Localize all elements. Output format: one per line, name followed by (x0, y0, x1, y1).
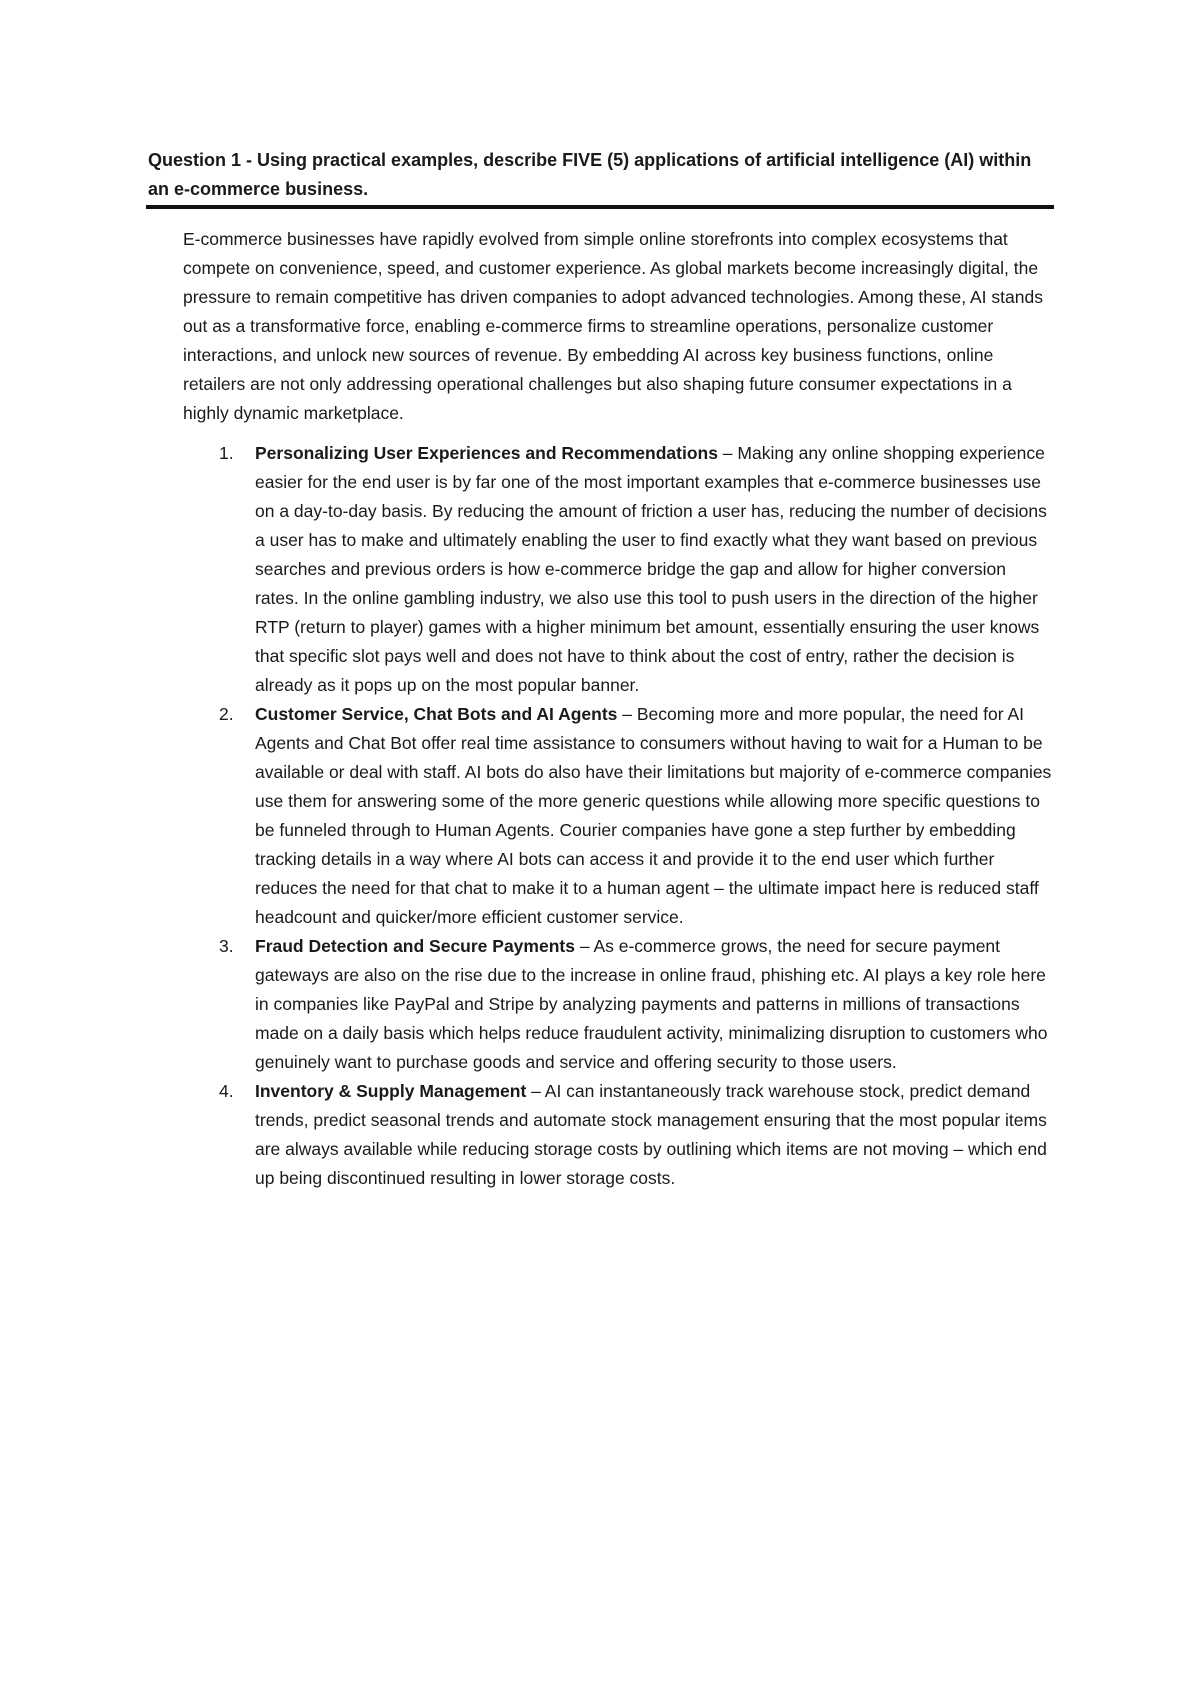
list-item-title: Personalizing User Experiences and Recommendations (255, 443, 718, 463)
list-item-title: Fraud Detection and Secure Payments (255, 936, 575, 956)
list-item-text: – Making any online shopping experience easier for the end user is by far one of the most important examples that e-commerce businesses use on a day-to-day basis. By reducing the amount of friction a user has, reducing the number of decisions a user has to make and ultimately enabling the user to find exactly what they want based on previous searches and previous orders is how e-commerce bridge the gap and allow for higher conversion rates. In the online gambling industry, we also use this tool to push users in the direction of the higher RTP (return to player) games with a higher minimum bet amount, essentially ensuring the user knows that specific slot pays well and does not have to think about the cost of entry, rather the decision is already as it pops up on the most popular banner. (255, 443, 1047, 695)
list-item-number: 3. (219, 936, 234, 956)
list-item-text: – Becoming more and more popular, the need for AI Agents and Chat Bot offer real time assistance to consumers without having to wait for a Human to be available or deal with staff. AI bots do also have their limitations but majority of e-commerce companies use them for answering some of the more generic questions while allowing more specific questions to be funneled through to Human Agents. Courier companies have gone a step further by embedding tracking details in a way where AI bots can access it and provide it to the end user which further reduces the need for that chat to make it to a human agent – the ultimate impact here is reduced staff headcount and quicker/more efficient customer service. (255, 704, 1052, 927)
applications-list (183, 439, 1053, 1193)
list-item-number: 2. (219, 704, 234, 724)
list-item (183, 439, 1053, 700)
list-item-title: Inventory & Supply Management (255, 1081, 527, 1101)
question-heading: Question 1 - Using practical examples, describe FIVE (5) applications of artificial intelligence (AI) within an e-commerce business. (148, 150, 1032, 199)
list-item-text: – AI can instantaneously track warehouse stock, predict demand trends, predict seasonal trends and automate stock management ensuring that the most popular items are always available while reducing storage costs by outlining which items are not moving – which end up being discontinued resulting in lower storage costs. (255, 1081, 1047, 1188)
list-item-title: Customer Service, Chat Bots and AI Agents (255, 704, 618, 724)
list-item (183, 932, 1053, 1077)
list-item-number: 1. (219, 443, 234, 463)
list-item-number: 4. (219, 1081, 234, 1101)
list-item (183, 1077, 1053, 1193)
heading-divider (146, 205, 1054, 209)
list-item-text: – As e-commerce grows, the need for secure payment gateways are also on the rise due to the increase in online fraud, phishing etc. AI plays a key role here in companies like PayPal and Stripe by analyzing payments and patterns in millions of transactions made on a daily basis which helps reduce fraudulent activity, minimalizing disruption to customers who genuinely want to purchase goods and service and offering security to those users. (255, 936, 1048, 1072)
list-item (183, 700, 1053, 932)
answer-body (183, 225, 1053, 1193)
intro-paragraph: E-commerce businesses have rapidly evolved from simple online storefronts into complex ecosystems that compete on convenience, speed, and customer experience. As global markets become increasingly digital, the pressure to remain competitive has driven companies to adopt advanced technologies. Among these, AI stands out as a transformative force, enabling e-commerce firms to streamline operations, personalize customer interactions, and unlock new sources of revenue. By embedding AI across key business functions, online retailers are not only addressing operational challenges but also shaping future consumer expectations in a highly dynamic marketplace. (183, 229, 1043, 423)
